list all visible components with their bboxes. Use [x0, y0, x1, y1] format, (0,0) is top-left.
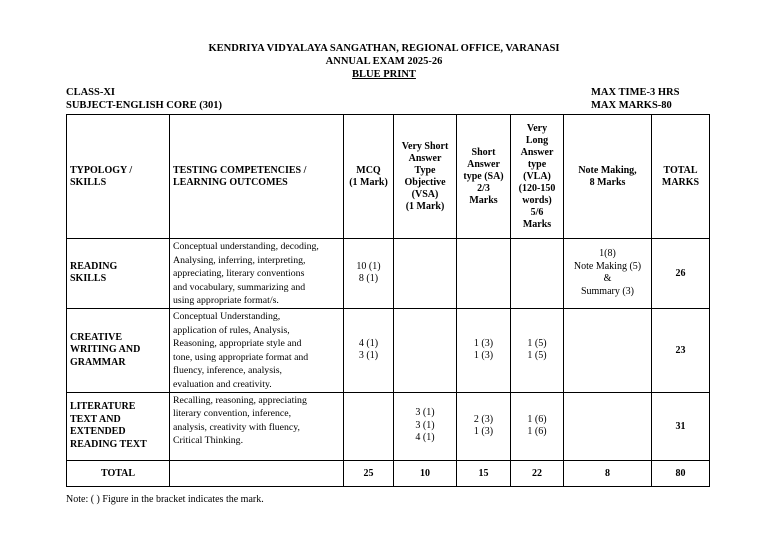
vla-line: 1 (5)	[527, 337, 547, 349]
typology-line: EXTENDED	[70, 426, 126, 438]
typology-line: READING TEXT	[70, 438, 147, 450]
note-making-cell	[564, 392, 652, 460]
typology-line: TEXT AND	[70, 413, 121, 425]
header-typology-line: SKILLS	[70, 176, 107, 188]
header-vla-line: type	[527, 158, 547, 170]
vsa-cell	[394, 392, 457, 460]
note-making-line: &	[603, 273, 612, 285]
vla-cell	[511, 308, 564, 392]
header-competencies-line: TESTING COMPETENCIES /	[173, 164, 307, 176]
header-vsa-line: Objective	[404, 176, 446, 188]
table-row-creative-writing	[67, 308, 710, 392]
typology-cell	[67, 308, 170, 392]
typology-line: CREATIVE	[70, 331, 123, 343]
header-vsa-line: (VSA)	[411, 188, 439, 200]
header-sa-line: Short	[471, 146, 496, 158]
header-vla-line: Answer	[520, 146, 554, 158]
header-vsa-line: (1 Mark)	[405, 200, 445, 212]
competency-line: fluency, inference, analysis,	[173, 365, 282, 377]
vsa-cell	[394, 308, 457, 392]
competencies-cell	[170, 239, 344, 309]
competency-line: literary convention, inference,	[173, 408, 292, 420]
vsa-line: 3 (1)	[415, 419, 435, 431]
competencies-cell	[170, 392, 344, 460]
blueprint-table	[66, 114, 710, 487]
note-making-cell	[564, 239, 652, 309]
typology-line: GRAMMAR	[70, 356, 126, 368]
vla-cell	[511, 392, 564, 460]
totals-row	[67, 460, 710, 486]
header-vla	[511, 115, 564, 239]
competency-line: Conceptual Understanding,	[173, 310, 281, 322]
sa-line: 1 (3)	[473, 337, 494, 349]
competency-line: Reasoning, appropriate style and	[173, 338, 302, 350]
header-vla-line: (120-150	[518, 182, 556, 194]
total-vsa: 10	[394, 460, 457, 486]
total-note-making: 8	[564, 460, 652, 486]
header-vla-line: Marks	[522, 218, 552, 230]
row-total-cell: 31	[652, 392, 710, 460]
vla-line: 1 (5)	[527, 350, 547, 362]
vla-line: 1 (6)	[527, 413, 547, 425]
totals-empty-cell	[170, 460, 344, 486]
table-row-literature	[67, 392, 710, 460]
sa-line: 1 (3)	[473, 350, 494, 362]
grand-total: 80	[652, 460, 710, 486]
typology-cell	[67, 392, 170, 460]
max-marks-label: MAX MARKS-80	[591, 100, 672, 111]
header-sa	[457, 115, 511, 239]
header-competencies	[170, 115, 344, 239]
competency-line: using appropriate format/s.	[173, 295, 279, 307]
header-vsa-line: Very Short	[401, 140, 449, 152]
note-making-cell	[564, 308, 652, 392]
header-sa-line: 2/3	[477, 182, 490, 194]
vsa-cell	[394, 239, 457, 309]
total-mcq: 25	[344, 460, 394, 486]
mcq-cell	[344, 239, 394, 309]
typology-line: READING	[70, 260, 118, 272]
header-sa-line: type (SA)	[463, 170, 504, 182]
max-time-label: MAX TIME-3 HRS	[591, 87, 680, 98]
header-mcq	[344, 115, 394, 239]
header-vsa-line: Type	[414, 164, 436, 176]
competency-line: Recalling, reasoning, appreciating	[173, 394, 307, 406]
header-sa-line: Marks	[469, 194, 498, 206]
competency-line: tone, using appropriate format and	[173, 351, 309, 363]
footnote: Note: ( ) Figure in the bracket indicates the mark.	[66, 494, 264, 505]
mcq-line: 10 (1)	[356, 260, 381, 272]
header-note-making	[564, 115, 652, 239]
competency-line: and vocabulary, summarizing and	[173, 281, 306, 293]
organization-title: KENDRIYA VIDYALAYA SANGATHAN, REGIONAL OFFICE, VARANASI	[208, 43, 560, 54]
competency-line: appreciating, literary conventions	[173, 268, 305, 280]
doc-type-title: BLUE PRINT	[352, 69, 416, 80]
note-making-line: Summary (3)	[580, 285, 635, 297]
competency-line: analysis, creativity with fluency,	[173, 421, 300, 433]
sa-line: 2 (3)	[473, 413, 494, 425]
vla-cell	[511, 239, 564, 309]
exam-title: ANNUAL EXAM 2025-26	[325, 56, 443, 67]
note-making-line: 1(8)	[599, 248, 616, 260]
mcq-line: 4 (1)	[358, 337, 379, 349]
note-making-line: Note Making (5)	[573, 260, 642, 272]
competencies-cell	[170, 308, 344, 392]
typology-line: WRITING AND	[70, 344, 141, 355]
header-vla-line: words)	[522, 194, 552, 206]
header-note-making-line: Note Making,	[578, 164, 637, 176]
header-mcq-line: (1 Mark)	[349, 176, 388, 188]
competency-line: evaluation and creativity.	[173, 378, 272, 390]
class-label: CLASS-XI	[66, 87, 116, 98]
header-typology	[67, 115, 170, 239]
sa-line: 1 (3)	[473, 426, 494, 438]
sa-cell	[457, 308, 511, 392]
header-vsa-line: Answer	[408, 152, 442, 164]
mcq-line: 8 (1)	[358, 273, 379, 285]
header-total-line: TOTAL	[663, 164, 698, 176]
mcq-cell	[344, 392, 394, 460]
typology-line: SKILLS	[70, 273, 107, 285]
mcq-line: 3 (1)	[358, 350, 379, 362]
mcq-cell	[344, 308, 394, 392]
row-total-cell: 23	[652, 308, 710, 392]
vsa-line: 3 (1)	[415, 407, 435, 419]
header-mcq-line: MCQ	[356, 164, 381, 176]
header-typology-line: TYPOLOGY /	[70, 164, 133, 176]
header-row	[67, 115, 710, 239]
header-competencies-line: LEARNING OUTCOMES	[173, 176, 288, 188]
competency-line: Analysing, inferring, interpreting,	[173, 254, 306, 266]
header-vsa	[394, 115, 457, 239]
typology-line: LITERATURE	[70, 401, 136, 413]
header-total	[652, 115, 710, 239]
competency-line: Conceptual understanding, decoding,	[173, 241, 319, 252]
header-vla-line: (VLA)	[523, 170, 551, 182]
header-vla-line: 5/6	[530, 206, 544, 218]
subject-label: SUBJECT-ENGLISH CORE (301)	[66, 100, 222, 111]
table-row-reading	[67, 239, 710, 309]
header-total-line: MARKS	[661, 176, 700, 188]
competency-line: application of rules, Analysis,	[173, 324, 290, 336]
vla-line: 1 (6)	[527, 426, 547, 438]
header-note-making-line: 8 Marks	[589, 176, 626, 188]
total-vla: 22	[511, 460, 564, 486]
total-sa: 15	[457, 460, 511, 486]
header-vla-line: Long	[525, 134, 549, 146]
header-sa-line: Answer	[467, 158, 500, 170]
row-total-cell: 26	[652, 239, 710, 309]
typology-cell	[67, 239, 170, 309]
header-vla-line: Very	[526, 122, 548, 134]
vsa-line: 4 (1)	[415, 432, 435, 444]
totals-label: TOTAL	[67, 460, 170, 486]
sa-cell	[457, 239, 511, 309]
competency-line: Critical Thinking.	[173, 435, 244, 447]
sa-cell	[457, 392, 511, 460]
